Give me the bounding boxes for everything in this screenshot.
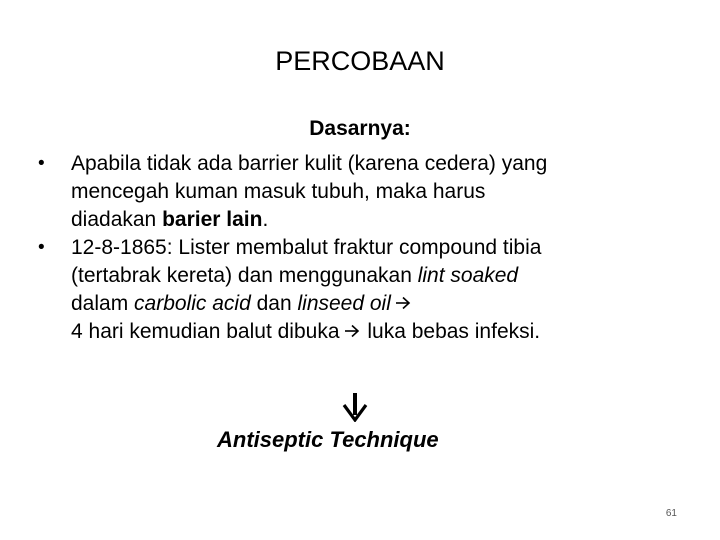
page-number: 61 [665,508,677,519]
slide-subtitle: Dasarnya: [309,117,411,140]
bullet2-italic-carbolic: carbolic acid [134,292,251,315]
slide-title: PERCOBAAN [275,46,445,76]
bullet-list [38,150,708,346]
arrow-right-icon [344,324,360,338]
bullet2-line2 [71,262,708,290]
bullet2-line4 [71,318,708,346]
bullet2-line3 [71,290,708,318]
bullet1-period: . [262,208,269,231]
bullet-item-lister [38,234,708,346]
bullet2-line2-text: (tertabrak kereta) dan menggunakan [71,264,418,287]
bullet1-bold-phrase: barier lain [162,208,263,231]
result-label: Antiseptic Technique [217,427,439,452]
bullet2-line3-text: dalam [71,292,135,315]
bullet1-line3-text: diadakan [71,208,163,231]
bullet2-italic-lint: lint soaked [417,264,519,287]
bullet2-line3-middle: dan [250,292,298,315]
bullet1-line1: Apabila tidak ada barrier kulit (karena cedera) yang [71,152,548,175]
bullet2-line4-result: luka bebas infeksi. [367,320,541,343]
bullet2-italic-linseed: linseed oil [297,292,391,315]
arrow-down-icon [342,392,368,422]
arrow-right-icon [395,296,411,310]
bullet1-line3 [71,206,708,234]
bullet1-line2: mencegah kuman masuk tubuh, maka harus [71,180,486,203]
bullet2-line4-text: 4 hari kemudian balut dibuka [71,320,340,343]
bullet-marker: • [38,153,45,174]
bullet-marker: • [38,237,45,258]
bullet-item-barrier [38,150,708,234]
bullet2-line1: 12-8-1865: Lister membalut fraktur compound tibia [71,236,542,259]
